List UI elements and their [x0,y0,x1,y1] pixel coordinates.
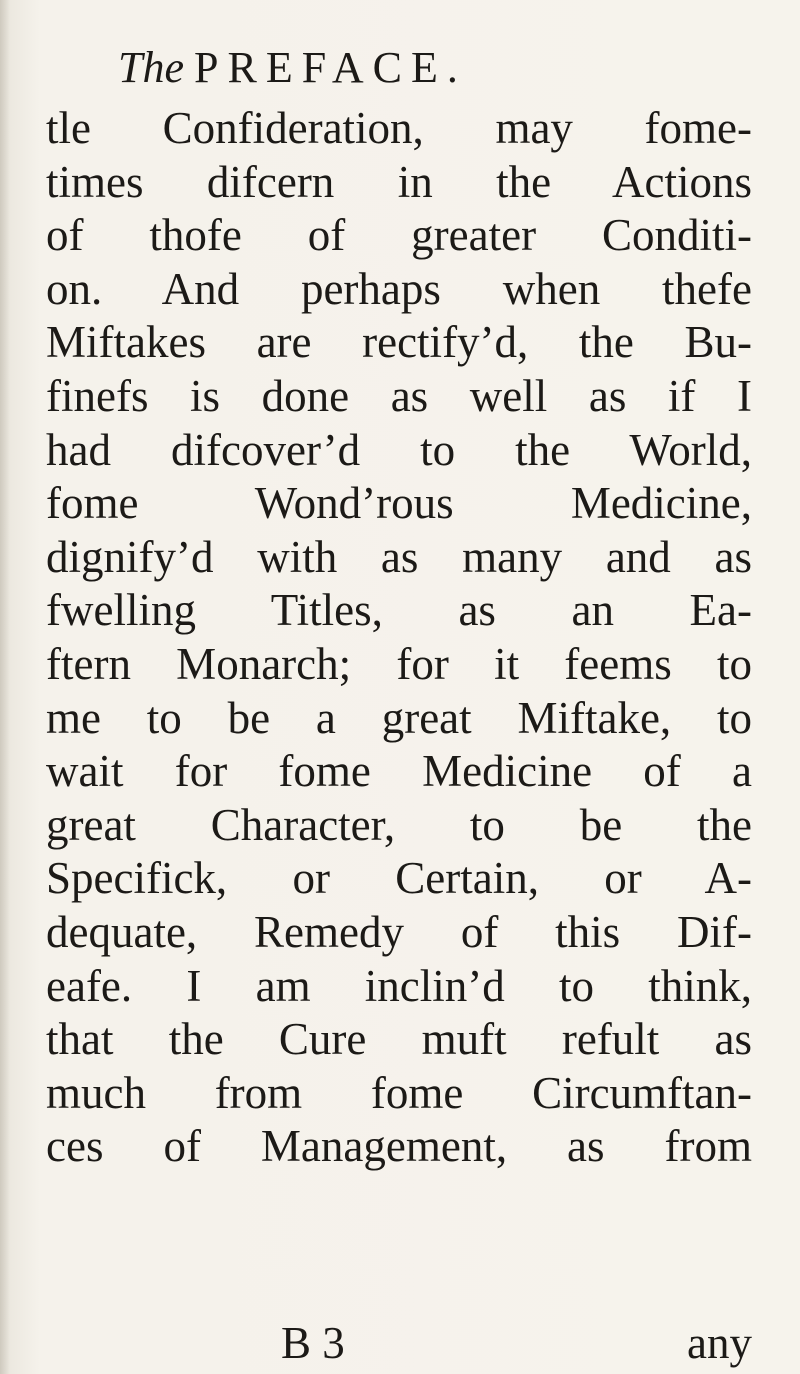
running-head-article: The [118,43,184,92]
catchword: any [687,1318,752,1368]
text-line: great Character, to be the [46,799,752,850]
text-line: dignify’d with as many and as [46,531,752,582]
text-line: that the Cure muft refult as [46,1014,752,1065]
text-line: on. And perhaps when thefe [46,263,752,314]
catchline [46,1316,752,1370]
text-line: ftern Monarch; for it feems to [46,638,752,689]
text-line: of thofe of greater Conditi- [46,210,752,261]
text-line: ces of Management, as from [46,1121,752,1172]
signature-mark: B 3 [281,1318,345,1368]
text-line: wait for fome Medicine of a [46,746,752,797]
text-line: Miftakes are rectify’d, the Bu- [46,317,752,368]
text-line: tle Confideration, may fome- [46,103,752,153]
body-text [46,102,752,1174]
text-line: dequate, Remedy of this Dif- [46,906,752,957]
running-head [118,40,467,96]
text-line: fwelling Titles, as an Ea- [46,585,752,636]
text-line: much from fome Circumftan- [46,1067,752,1118]
text-line: finefs is done as well as if I [46,370,752,421]
text-line: fome Wond’rous Medicine, [46,478,752,529]
text-line: Specifick, or Certain, or A- [46,853,752,904]
running-head-title: PREFACE. [194,43,467,92]
text-line: me to be a great Miftake, to [46,692,752,743]
gutter-shadow [0,0,10,1374]
text-line: eafe. I am inclin’d to think, [46,960,752,1011]
text-line: had difcover’d to the World, [46,424,752,475]
text-line: times difcern in the Actions [46,156,752,207]
